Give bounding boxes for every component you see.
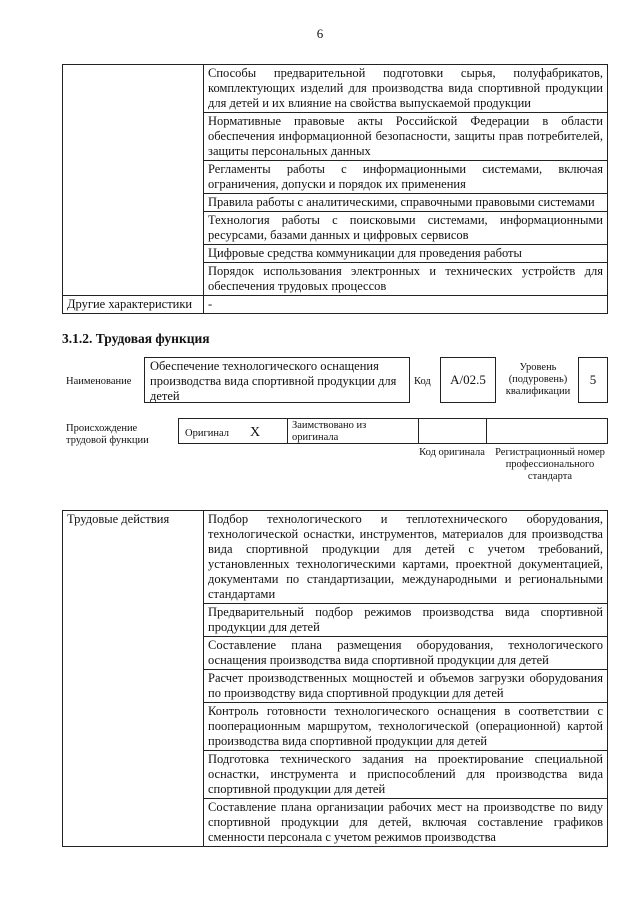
labor-action-item: Расчет производственных мощностей и объемов загрузки оборудования по производству вида спортивной продукции для детей — [204, 670, 608, 703]
function-code-value: А/02.5 — [450, 372, 486, 387]
labor-actions-label: Трудовые действия — [63, 511, 204, 847]
knowledge-item: Регламенты работы с информационными системами, включая ограничения, допуски и порядок их применения — [204, 161, 608, 194]
origin-divider — [486, 418, 487, 444]
origin-label: Происхождение трудовой функции — [66, 423, 149, 446]
labor-action-item: Составление плана размещения оборудования, технологического оснащения производства вида спортивной продукции для детей — [204, 637, 608, 670]
labor-action-item: Подготовка технического задания на проектирование специальной оснастки, инструмента и приспособлений для производства вида спортивной продукции для детей — [204, 751, 608, 799]
knowledge-item: Правила работы с аналитическими, справочными правовыми системами — [204, 194, 608, 212]
section-title: 3.1.2. Трудовая функция — [62, 331, 210, 346]
knowledge-item: Порядок использования электронных и технических устройств для обеспечения трудовых процессов — [204, 263, 608, 296]
level-box — [578, 357, 608, 403]
labor-action-item: Предварительный подбор режимов производства вида спортивной продукции для детей — [204, 604, 608, 637]
knowledge-table — [62, 64, 608, 314]
function-name-box — [144, 357, 410, 403]
knowledge-item: Цифровые средства коммуникации для проведения работы — [204, 245, 608, 263]
origin-divider — [287, 418, 288, 444]
origin-divider — [418, 418, 419, 444]
original-label: Оригинал — [185, 428, 229, 439]
original-mark: X — [250, 425, 261, 440]
knowledge-item: Способы предварительной подготовки сырья, полуфабрикатов, комплектующих изделий для производства вида спортивной продукции для детей и их влияние на свойства выпускаемой продукции — [204, 65, 608, 113]
labor-actions-table — [62, 510, 608, 847]
code-original-caption: Код оригинала — [419, 447, 485, 458]
page-number: 6 — [316, 26, 324, 41]
knowledge-item: Технология работы с поисковыми системами, информационными ресурсами, базами данных и цифровых сервисов — [204, 212, 608, 245]
borrowed-label: Заимствовано из оригинала — [292, 420, 367, 443]
labor-action-item: Составление плана организации рабочих мест на производстве по виду спортивной продукции для детей, включая составление графиков сменности персонала с учетом режимов производства — [204, 799, 608, 847]
function-name-value: Обеспечение технологического оснащения производства вида спортивной продукции для детей — [150, 359, 397, 403]
labor-action-item: Подбор технологического и теплотехнического оборудования, технологической оснастки, инструментов, материалов для производства вида спортивной продукции для детей с учетом требований, установленных технологическими картами, проектной документацией, документами по стандартизации, международными и региональными стандартами — [204, 511, 608, 604]
other-characteristics-value: - — [204, 296, 608, 314]
level-value: 5 — [589, 372, 597, 387]
knowledge-item: Нормативные правовые акты Российской Федерации в области обеспечения информационной безопасности, защиты прав потребителей, защиты персональных данных — [204, 113, 608, 161]
name-label: Наименование — [66, 376, 132, 387]
level-label: Уровень (подуровень) квалификации — [505, 362, 571, 397]
other-characteristics-label: Другие характеристики — [63, 296, 204, 314]
reg-number-caption: Регистрационный номер профессионального стандарта — [495, 447, 605, 482]
knowledge-label-cell — [63, 65, 204, 296]
function-code-box — [440, 357, 496, 403]
code-label: Код — [414, 376, 431, 387]
labor-action-item: Контроль готовности технологического оснащения в соответствии с пооперационным маршрутом, технологической (операционной) картой производства вида спортивной продукции для детей — [204, 703, 608, 751]
